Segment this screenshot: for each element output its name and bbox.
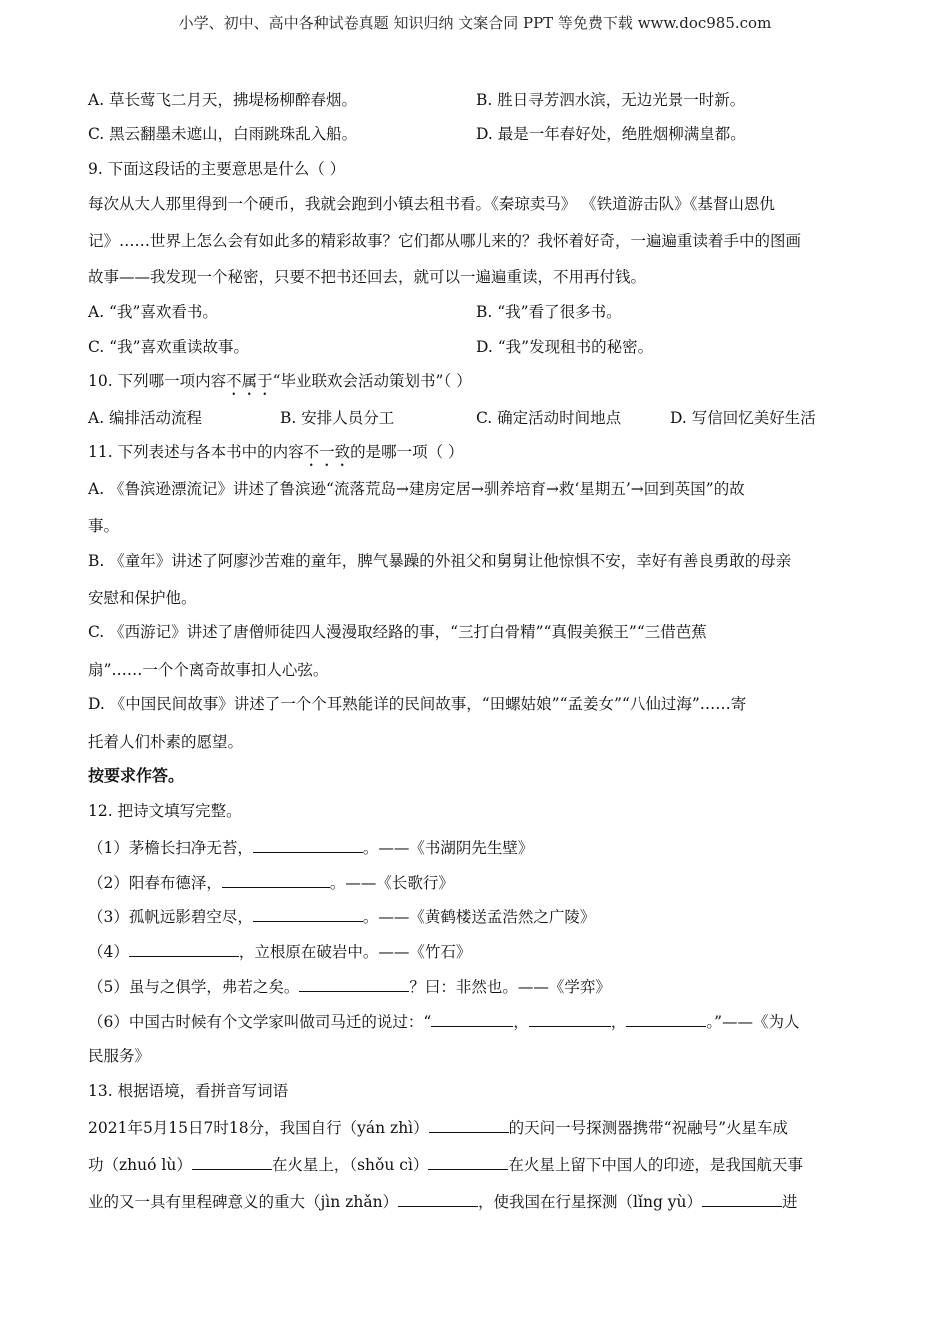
q12-item-separator: ， xyxy=(513,1013,529,1031)
q13-text: 进 xyxy=(782,1193,798,1211)
q12-item-6 xyxy=(88,1010,800,1032)
section-heading: 按要求作答。 xyxy=(88,766,185,785)
q8-option-d: D. 最是一年春好处，绝胜烟柳满皇都。 xyxy=(476,125,746,143)
answer-blank[interactable] xyxy=(626,1010,706,1027)
q12-item-separator: ， xyxy=(610,1013,627,1031)
q13-line-3 xyxy=(88,1190,798,1212)
q12-item-text: （1）茅檐长扫净无苔， xyxy=(88,839,253,857)
q11-stem-part: 11. 下列表述与各本书中的内容 xyxy=(88,443,304,461)
q13-text: ，使我国在行星探测（lǐng yù） xyxy=(478,1193,703,1211)
q11-option-c: C. 《西游记》讲述了唐僧师徒四人漫漫取经路的事，“三打白骨精”“真假美猴王”“三借芭蕉 xyxy=(88,623,707,641)
q11-option-d: D. 《中国民间故事》讲述了一个个耳熟能详的民间故事，“田螺姑娘”“孟姜女”“八仙过海”……寄 xyxy=(88,695,747,713)
answer-blank[interactable] xyxy=(222,871,330,888)
answer-blank[interactable] xyxy=(429,1116,509,1133)
q12-stem: 12. 把诗文填写完整。 xyxy=(88,802,242,820)
q12-item-text: （4） xyxy=(88,943,129,961)
q11-option-b: B. 《童年》讲述了阿廖沙苦难的童年，脾气暴躁的外祖父和舅舅让他惊惧不安，幸好有善良勇敢的母亲 xyxy=(88,552,792,570)
q11-option-b-cont: 安慰和保护他。 xyxy=(88,589,197,607)
q9-passage-line: 故事——我发现一个秘密，只要不把书还回去，就可以一遍遍重读，不用再付钱。 xyxy=(88,268,647,286)
q9-stem: 9. 下面这段话的主要意思是什么（ ） xyxy=(88,160,346,178)
answer-blank[interactable] xyxy=(299,975,409,992)
q9-option-a: A. “我”喜欢看书。 xyxy=(88,303,218,321)
q10-option-a: A. 编排活动流程 xyxy=(88,409,203,427)
q8-option-a: A. 草长莺飞二月天，拂堤杨柳醉春烟。 xyxy=(88,91,358,109)
q10-stem-part: 10. 下列哪一项内容 xyxy=(88,372,227,390)
q11-option-a: A. 《鲁滨逊漂流记》讲述了鲁滨逊“流落荒岛→建房定居→驯养培育→救‘星期五’→回到英国”的故 xyxy=(88,480,745,498)
q11-stem xyxy=(88,442,464,470)
q9-option-b: B. “我”看了很多书。 xyxy=(476,303,622,321)
answer-blank[interactable] xyxy=(192,1153,272,1170)
q10-emphasis-text: 不属于 xyxy=(226,372,273,390)
answer-blank[interactable] xyxy=(253,836,363,853)
q13-text: 业的又一具有里程碑意义的重大（jìn zhǎn） xyxy=(88,1193,399,1211)
q11-emphasis-text: 不一致 xyxy=(303,443,351,461)
q12-item-text: ？曰：非然也。——《学弈》 xyxy=(409,978,611,996)
q8-option-c: C. 黑云翻墨未遮山，白雨跳珠乱入船。 xyxy=(88,125,358,143)
q12-item-text: （2）阳春布德泽， xyxy=(88,874,222,892)
q12-item-text: （3）孤帆远影碧空尽， xyxy=(88,908,253,926)
q12-item-text: ，立根原在破岩中。——《竹石》 xyxy=(238,943,472,961)
q12-item-text: （5）虽与之俱学，弗若之矣。 xyxy=(88,978,300,996)
q12-item-1 xyxy=(88,836,533,858)
q12-item-text: （6）中国古时候有个文学家叫做司马迁的说过：“ xyxy=(88,1013,432,1031)
page-header-banner: 小学、初中、高中各种试卷真题 知识归纳 文案合同 PPT 等免费下载 www.doc985.com xyxy=(178,14,772,32)
q13-text: 2021年5月15日7时18分，我国自行（yán zhì） xyxy=(88,1119,429,1137)
q10-option-c: C. 确定活动时间地点 xyxy=(476,409,622,427)
q11-option-c-cont: 扇”……一个个离奇故事扣人心弦。 xyxy=(88,661,329,679)
q12-item-2 xyxy=(88,871,454,893)
answer-blank[interactable] xyxy=(431,1010,513,1027)
q13-text: 在火星上，（shǒu cì） xyxy=(271,1156,429,1174)
answer-blank[interactable] xyxy=(428,1153,508,1170)
q10-stem-part: “毕业联欢会活动策划书”（ ） xyxy=(272,372,472,390)
q10-stem xyxy=(88,371,472,399)
answer-blank[interactable] xyxy=(253,905,363,922)
q12-item-6-cont: 民服务》 xyxy=(88,1047,151,1065)
q13-text: 的天问一号探测器携带“祝融号”火星车成 xyxy=(508,1119,788,1137)
q13-text: 功（zhuó lù） xyxy=(88,1156,192,1174)
q10-option-b: B. 安排人员分工 xyxy=(280,409,395,427)
q13-line-2 xyxy=(88,1153,803,1175)
answer-blank[interactable] xyxy=(129,940,239,957)
q12-item-text: 。——《长歌行》 xyxy=(329,874,454,892)
q9-passage-line: 记》……世界上怎么会有如此多的精彩故事？它们都从哪儿来的？我怀着好奇，一遍遍重读着手中的图画 xyxy=(88,232,802,250)
q12-item-text: 。——《书湖阴先生壁》 xyxy=(362,839,534,857)
q9-option-d: D. “我”发现租书的秘密。 xyxy=(476,338,654,356)
q12-item-4 xyxy=(88,940,471,962)
q12-item-3 xyxy=(88,905,595,927)
q8-option-b: B. 胜日寻芳泗水滨，无边光景一时新。 xyxy=(476,91,746,109)
q13-text: 在火星上留下中国人的印迹，是我国航天事 xyxy=(508,1156,803,1174)
q11-option-d-cont: 托着人们朴素的愿望。 xyxy=(88,733,244,751)
q11-option-a-cont: 事。 xyxy=(88,517,120,535)
q9-passage-line: 每次从大人那里得到一个硬币，我就会跑到小镇去租书看。《秦琼卖马》 《铁道游击队》《基督山恩仇 xyxy=(88,195,775,213)
answer-blank[interactable] xyxy=(702,1190,782,1207)
answer-blank[interactable] xyxy=(398,1190,478,1207)
answer-blank[interactable] xyxy=(529,1010,611,1027)
q13-line-1 xyxy=(88,1116,788,1138)
q11-stem-part: 的是哪一项（ ） xyxy=(350,443,464,461)
q12-item-text: 。——《黄鹤楼送孟浩然之广陵》 xyxy=(362,908,596,926)
q13-stem: 13. 根据语境，看拼音写词语 xyxy=(88,1082,289,1100)
q12-item-text: 。”——《为人 xyxy=(706,1013,800,1031)
q10-option-d: D. 写信回忆美好生活 xyxy=(670,409,816,427)
q12-item-5 xyxy=(88,975,611,997)
q9-option-c: C. “我”喜欢重读故事。 xyxy=(88,338,250,356)
